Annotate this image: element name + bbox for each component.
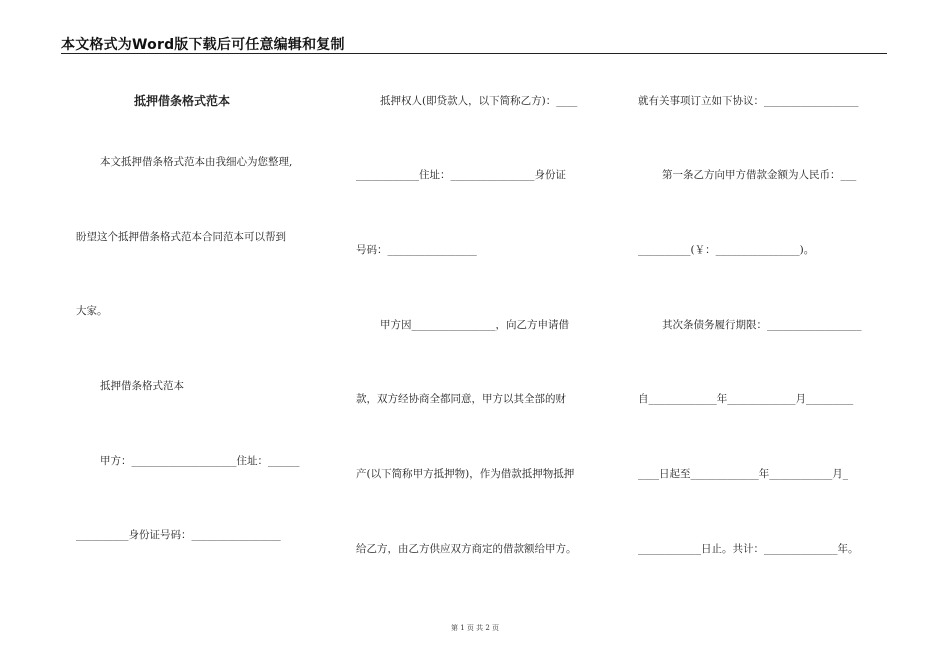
page-number: 第 1 页 共 2 页 <box>450 624 500 632</box>
header-divider <box>61 53 887 54</box>
text-line: 第一条乙方向甲方借款金额为人民币：___ <box>662 169 857 181</box>
text-line: 给乙方，由乙方供应双方商定的借款额给甲方。 <box>356 543 577 555</box>
document-title: 抵押借条格式范本 <box>134 94 231 108</box>
text-line: 号码：_________________ <box>356 244 477 256</box>
text-line: ____________日止。共计：______________年。 <box>638 543 859 555</box>
text-line: ____________住址：________________身份证 <box>356 169 566 181</box>
text-line: 其次条债务履行期限：__________________ <box>662 319 862 331</box>
text-line: 抵押借条格式范本 <box>100 380 184 392</box>
text-line: 抵押权人(即贷款人，以下简称乙方)：____ <box>380 95 578 107</box>
text-line: 盼望这个抵押借条格式范本合同范本可以帮到 <box>76 231 286 243</box>
text-line: 甲方因________________，向乙方申请借 <box>380 319 569 331</box>
text-line: 款，双方经协商全都同意，甲方以其全部的财 <box>356 393 566 405</box>
text-line: 就有关事项订立如下协议：__________________ <box>638 95 859 107</box>
text-line: 大家。 <box>76 305 108 317</box>
text-line: ____日起至_____________年____________月_ <box>638 468 848 480</box>
text-line: 本文抵押借条格式范本由我细心为您整理, <box>100 156 293 168</box>
text-line: 自_____________年_____________月_________ <box>638 393 854 405</box>
text-line: 甲方：____________________住址：______ <box>100 455 300 467</box>
text-line: 产(以下简称甲方抵押物)，作为借款抵押物抵押 <box>356 468 575 480</box>
text-line: __________身份证号码：_________________ <box>76 529 281 541</box>
document-header-title: 本文格式为Word版下载后可任意编辑和复制 <box>61 37 345 53</box>
text-line: __________(￥：________________)。 <box>638 244 815 256</box>
